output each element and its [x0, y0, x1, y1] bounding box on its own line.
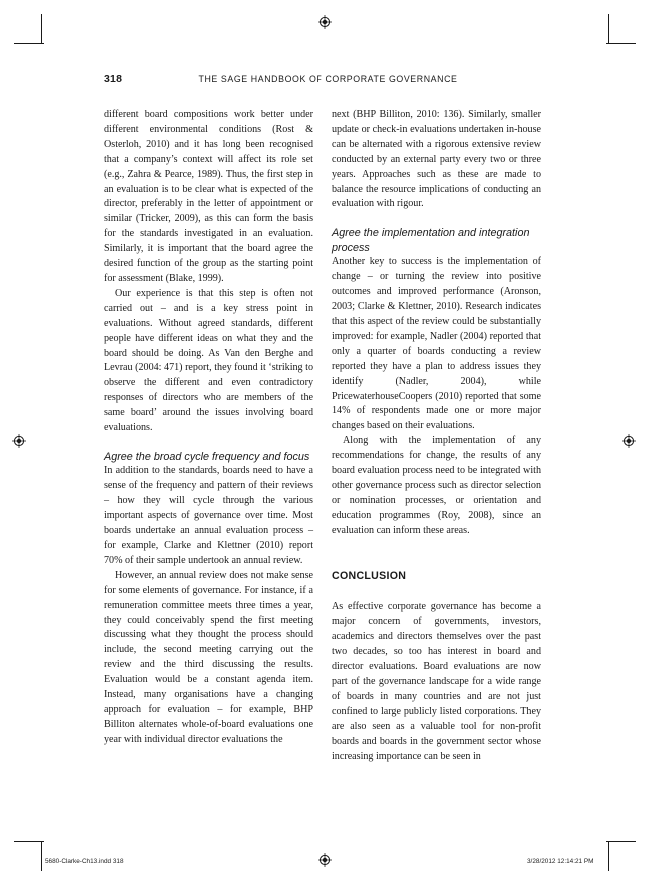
- registration-mark-icon: [318, 15, 332, 29]
- registration-mark-icon: [318, 853, 332, 867]
- running-head: THE SAGE HANDBOOK OF CORPORATE GOVERNANCE: [198, 74, 458, 84]
- subsection-heading: Agree the broad cycle frequency and focus: [104, 450, 310, 463]
- body-paragraph: In addition to the standards, boards need to have a sense of the frequency and pattern of their reviews – how they will cycle through the various important aspects of governance over time. Most boards undertake an annual evaluation process – for example, Clarke and Klettner (2010) report 70% of their sample undertook an annual review.: [104, 465, 313, 566]
- crop-mark: [41, 14, 42, 44]
- crop-mark: [14, 43, 44, 44]
- registration-mark-icon: [12, 434, 26, 448]
- section-heading: CONCLUSION: [332, 569, 407, 582]
- subsection-heading: Agree the implementation and integration process: [332, 227, 530, 254]
- right-column: [332, 108, 541, 764]
- body-paragraph: As effective corporate governance has become a major concern of governments, investors, academics and directors themselves over the past two decades, so too has interest in board and director evaluations. Board evaluations are now part of the governance landscape for a wide range of boards in many countries and are not just confined to large publicly listed corporations. They are also seen as a valuable tool for non-profit boards and boards in the government sector whose increasing importance can be seen in: [332, 601, 541, 762]
- crop-mark: [14, 841, 44, 842]
- registration-mark-icon: [622, 434, 636, 448]
- crop-mark: [41, 841, 42, 871]
- body-paragraph: different board compositions work better under different environmental conditions (Rost & Osterloh, 2010) and it has long been recognised that a company’s context will affect its role set (e.g., Zahra & Pearce, 1989). Thus, the first step in an evaluation is to be clear what is expected of the director, preferably in the letter of appointment or similar (Tricker, 2009), as this can form the basis for the standards investigated in an evaluation. Similarly, it is important that the board agree the desired function of the group as the starting point for assessment (Blake, 1999).: [104, 109, 313, 284]
- crop-mark: [608, 841, 609, 871]
- crop-mark: [608, 14, 609, 44]
- crop-mark: [606, 841, 636, 842]
- body-paragraph: Along with the implementation of any recommendations for change, the results of any board evaluation process need to be integrated with other governance process such as director selection or nomination processes, or orientation and education programmes (Roy, 2008), since an evaluation can inform these areas.: [332, 435, 541, 536]
- left-column: [104, 108, 313, 748]
- print-timestamp: 3/28/2012 12:14:21 PM: [527, 858, 594, 865]
- body-paragraph: Another key to success is the implementation of change – or turning the review into positive outcomes and improved performance (Aronson, 2003; Clarke & Klettner, 2010). Research indicates that this aspect of the review could be substantially improved: for example, Nadler (2004) reported that only a quarter of boards conducting a review reported they have a plan to address issues they identify (Nadler, 2004), while PricewaterhouseCoopers (2010) reported that some 14% of respondents made one or more major changes based on their evaluations.: [332, 256, 541, 432]
- file-slug: 5680-Clarke-Ch13.indd 318: [45, 858, 124, 865]
- body-paragraph: next (BHP Billiton, 2010: 136). Similarly, smaller update or check-in evaluations undertaken in-house can be alternated with a rigorous extensive review conducted by an external party every two or three years. Approaches such as these are made to balance the resource implications of conducting an evaluation with rigour.: [332, 109, 541, 210]
- page-number: 318: [104, 73, 123, 85]
- body-paragraph: However, an annual review does not make sense for some elements of governance. For instance, if a remuneration committee meets three times a year, they could conceivably spend the first meeting discussing what they thought the process should include, the second meeting carrying out the review and the third discussing the results. Evaluation would be a constant agenda item. Instead, many organisations have a changing approach for evaluation – for example, BHP Billiton alternates whole-of-board evaluations one year with individual director evaluations the: [104, 569, 313, 745]
- crop-mark: [606, 43, 636, 44]
- body-paragraph: Our experience is that this step is often not carried out – and is a key stress point in evaluations. Without agreed standards, different people have different ideas on what they and the board should be doing. As Van den Berghe and Levrau (2004: 471) report, they found it ‘striking to observe the different and even contradictory responses of directors who are members of the same board’ around the issues involving board evaluations.: [104, 287, 313, 434]
